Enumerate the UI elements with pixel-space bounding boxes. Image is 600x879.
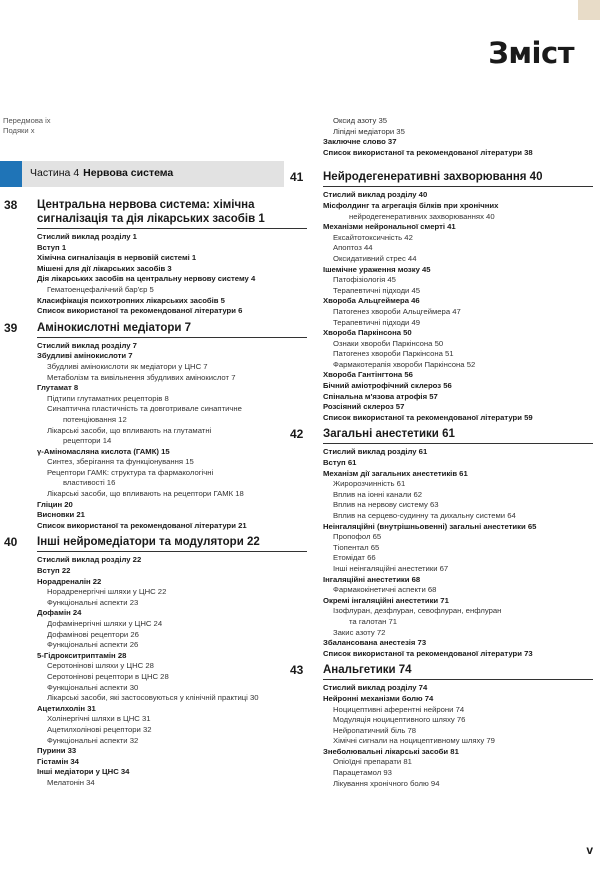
toc-entry[interactable]: γ-Аміномасляна кислота (ГАМК) 15 [37, 446, 170, 456]
chapter-43 [290, 663, 593, 793]
toc-entry[interactable]: Нейропатичний біль 78 [333, 725, 417, 735]
chapter-rule [323, 443, 593, 444]
toc-entry[interactable]: Неінгаляційні (внутрішньовенні) загальні анестетики 65 [323, 521, 537, 531]
toc-entry[interactable]: Модуляція ноцицептивного шляху 76 [333, 715, 466, 725]
chapter-42 [290, 427, 593, 663]
chapter-title[interactable]: Загальні анестетики 61 [323, 428, 455, 441]
toc-entry[interactable]: Мелатонін 34 [47, 777, 95, 787]
front-matter-acknowledgements[interactable]: Подяки x [3, 126, 35, 135]
chapter-title[interactable]: Анальгетики 74 [323, 664, 412, 677]
chapter-rule [37, 228, 307, 229]
toc-entry[interactable]: Збалансована анестезія 73 [323, 638, 427, 648]
toc-entry[interactable]: Терапевтичні підходи 45 [333, 285, 421, 295]
toc-entry[interactable]: Розсіяний склероз 57 [323, 402, 405, 412]
part-accent [0, 161, 22, 187]
toc-left-column [4, 198, 307, 793]
toc-entry[interactable]: Класифікація психотропних лікарських засобів 5 [37, 295, 225, 305]
toc-entry[interactable]: Синтез, зберігання та функціонування 15 [47, 457, 194, 467]
toc-entry[interactable]: Функціональні аспекти 23 [47, 597, 139, 607]
chapter-number: 39 [4, 320, 18, 335]
chapter-title[interactable]: Амінокислотні медіатори 7 [37, 321, 192, 334]
toc-entry[interactable]: Норадренергічні шляхи у ЦНС 22 [47, 587, 167, 597]
toc-entry[interactable]: Тіопентал 65 [333, 542, 380, 552]
toc-entry[interactable]: Стислий виклад розділу 74 [323, 683, 428, 693]
toc-entry[interactable]: Стислий виклад розділу 1 [37, 232, 137, 241]
toc-entry[interactable]: нейродегенеративних захворюваннях 40 [349, 211, 495, 221]
chapter-40 [4, 535, 307, 792]
toc-entry[interactable]: Серотонінові шляхи у ЦНС 28 [47, 661, 154, 671]
toc-entry[interactable]: Патогенез хвороби Паркінсона 51 [333, 349, 454, 359]
toc-entry[interactable]: Гістамін 34 [37, 756, 79, 766]
toc-entry[interactable]: Нейронні механізми болю 74 [323, 693, 434, 703]
toc-entry[interactable]: Список використаної та рекомендованої літератури 21 [37, 520, 247, 530]
toc-entry[interactable]: Ноцицептивні аферентні нейрони 74 [333, 704, 465, 714]
toc-entry[interactable]: Вступ 61 [323, 458, 357, 468]
toc-entry[interactable]: Збудливі амінокислоти як медіатори у ЦНС 7 [47, 361, 208, 371]
toc-entry[interactable]: Підтипи глутаматних рецепторів 8 [47, 393, 169, 403]
toc-entry[interactable]: Заключне слово 37 [323, 137, 397, 147]
corner-tab [578, 0, 600, 20]
toc-entry[interactable]: Ознаки хвороби Паркінсона 50 [333, 338, 444, 348]
toc-entry[interactable]: Хвороба Гантінгтона 56 [323, 370, 413, 380]
chapter-rule [37, 337, 307, 338]
toc-entry[interactable]: Хімічна сигналізація в нервовій системі 1 [37, 253, 197, 263]
toc-entry[interactable]: Ексайтотоксичність 42 [333, 232, 413, 242]
toc-entry[interactable]: Стислий виклад розділу 7 [37, 340, 137, 350]
toc-entry[interactable]: Інгаляційні анестетики 68 [323, 574, 421, 584]
chapter-number: 43 [290, 663, 304, 678]
toc-entry[interactable]: Хвороба Альцгеймера 46 [323, 296, 420, 306]
chapter-41 [290, 170, 593, 427]
toc-entry[interactable]: Лікарські засоби, що впливають на глутаматні [47, 425, 212, 435]
chapter-rule [323, 679, 593, 680]
toc-entry[interactable]: Дія лікарських засобів на центральну нервову систему 4 [37, 274, 256, 284]
toc-entry[interactable]: Пурини 33 [37, 746, 77, 756]
toc-entry[interactable]: Вплив на іонні канали 62 [333, 489, 423, 499]
toc-entry[interactable]: Пропофол 65 [333, 532, 382, 542]
part-number: Частина 4 [30, 167, 80, 179]
chapter-38 [4, 198, 307, 321]
page-top [0, 0, 600, 24]
toc-entry[interactable]: Дофамін 24 [37, 608, 82, 618]
toc-entry[interactable]: Фармакокінетичні аспекти 68 [333, 585, 437, 595]
toc-entry[interactable]: Спінальна м'язова атрофія 57 [323, 391, 438, 401]
chapter-number: 42 [290, 427, 304, 442]
chapter-number: 38 [4, 198, 18, 212]
toc-entry[interactable]: Вплив на нервову систему 63 [333, 500, 439, 510]
chapter-39 [4, 320, 307, 536]
toc-entry[interactable]: Механізми нейрональної смерті 41 [323, 222, 456, 232]
toc-entry[interactable]: рецептори 14 [63, 436, 112, 446]
toc-entry[interactable]: Фармакотерапія хвороби Паркінсона 52 [333, 359, 476, 369]
toc-entry[interactable]: Стислий виклад розділу 61 [323, 447, 428, 457]
toc-entry[interactable]: Місфолдинг та агрегація білків при хронічних [323, 200, 499, 210]
chapter-number: 40 [4, 535, 18, 550]
toc-entry[interactable]: потенціювання 12 [63, 414, 127, 424]
chapter-title[interactable]: Нейродегенеративні захворювання 40 [323, 171, 543, 184]
toc-entry[interactable]: Бічний аміотрофічний склероз 56 [323, 381, 452, 391]
toc-entry[interactable]: Ацетилхолінові рецептори 32 [47, 724, 152, 734]
toc-entry[interactable]: Вступ 22 [37, 566, 71, 576]
toc-entry[interactable]: Лікування хронічного болю 94 [333, 778, 440, 788]
page-title: Зміст [488, 36, 574, 70]
toc-entry[interactable]: Інші медіатори у ЦНС 34 [37, 767, 130, 777]
toc-entry[interactable]: Ліпідні медіатори 35 [333, 126, 405, 136]
part-title: Нервова система [83, 167, 174, 179]
toc-entry[interactable]: Етомідат 66 [333, 553, 376, 563]
toc-entry[interactable]: Стислий виклад розділу 22 [37, 555, 142, 565]
toc-entry[interactable]: Оксидативний стрес 44 [333, 253, 417, 263]
toc-entry[interactable]: Вступ 1 [37, 242, 67, 252]
toc-entry[interactable]: Список використаної та рекомендованої літератури 6 [37, 306, 243, 316]
toc-entry[interactable]: Лікарські засоби, що впливають на рецептори ГАМК 18 [47, 489, 244, 499]
toc-entry[interactable]: Ізофлуран, дезфлуран, севофлуран, енфлуран [333, 606, 502, 616]
toc-entry[interactable]: Апоптоз 44 [333, 243, 373, 253]
chapter-title[interactable]: Центральна нервова система: хімічна сигналізація та дія лікарських засобів 1 [37, 199, 265, 225]
toc-entry[interactable]: Метаболізм та вивільнення збудливих амінокислот 7 [47, 372, 236, 382]
toc-entry[interactable]: Список використаної та рекомендованої літератури 59 [323, 412, 533, 422]
part-label[interactable] [30, 167, 173, 179]
front-matter-foreword[interactable]: Передмова ix [3, 116, 51, 125]
toc-entry[interactable]: властивості 16 [63, 478, 116, 488]
toc-entry[interactable]: Функціональні аспекти 26 [47, 640, 139, 650]
toc-entry[interactable]: Серотонінові рецептори в ЦНС 28 [47, 671, 169, 681]
toc-entry[interactable]: Мішені для дії лікарських засобів 3 [37, 263, 172, 273]
toc-entry[interactable]: Хвороба Паркінсона 50 [323, 328, 412, 338]
toc-entry[interactable]: Гематоенцефалічний бар'єр 5 [47, 284, 154, 294]
toc-entry[interactable]: Стислий виклад розділу 40 [323, 190, 428, 200]
toc-entry[interactable]: Лікарські засоби, які застосовуються у клінічній практиці 30 [47, 693, 259, 703]
toc-entry[interactable]: Механізм дії загальних анестетиків 61 [323, 468, 468, 478]
chapter-title[interactable]: Інші нейромедіатори та модулятори 22 [37, 536, 260, 549]
toc-entry[interactable]: Дофамінергічні шляхи у ЦНС 24 [47, 619, 163, 628]
toc-entry[interactable]: Гліцин 20 [37, 499, 73, 509]
toc-right-column [290, 116, 593, 793]
toc-entry[interactable]: Парацетамол 93 [333, 768, 392, 778]
toc-entry[interactable]: Холінергічні шляхи в ЦНС 31 [47, 714, 151, 724]
toc-entry[interactable]: Список використаної та рекомендованої літератури 38 [323, 147, 533, 157]
chapter-rule [37, 551, 307, 552]
toc-entry[interactable]: Рецептори ГАМК: структура та фармакологічні [47, 467, 214, 477]
toc-entry[interactable]: 5-Гідрокситриптамін 28 [37, 650, 127, 660]
toc-entry[interactable]: Список використаної та рекомендованої літератури 73 [323, 648, 533, 658]
toc-entry[interactable]: Хімічні сигнали на ноцицептивному шляху 79 [333, 736, 495, 746]
toc-entry[interactable]: Жиророзчинність 61 [333, 479, 406, 489]
toc-entry[interactable]: Вплив на серцево-судинну та дихальну системи 64 [333, 511, 516, 520]
toc-entry[interactable]: Норадреналін 22 [37, 576, 102, 586]
toc-entry[interactable]: Опіоїдні препарати 81 [333, 757, 412, 767]
toc-entry[interactable]: Закис азоту 72 [333, 627, 386, 637]
toc-entry[interactable]: Знеболювальні лікарські засоби 81 [323, 746, 459, 756]
page-number: v [586, 843, 593, 857]
toc-entry[interactable]: Глутамат 8 [37, 383, 79, 393]
toc-entry[interactable]: Ішемічне ураження мозку 45 [323, 264, 431, 274]
toc-entry[interactable]: Дофамінові рецептори 26 [47, 629, 139, 639]
toc-entry[interactable]: Терапевтичні підходи 49 [333, 317, 421, 327]
toc-entry[interactable]: Окремі інгаляційні анестетики 71 [323, 595, 449, 605]
toc-entry[interactable]: Оксид азоту 35 [333, 116, 388, 125]
chapter-number: 41 [290, 170, 304, 185]
toc-entry[interactable]: Ацетилхолін 31 [37, 703, 96, 713]
toc-entry[interactable]: Збудливі амінокислоти 7 [37, 351, 133, 361]
toc-entry[interactable]: Функціональні аспекти 32 [47, 735, 139, 745]
part-header [0, 161, 284, 187]
toc-entry[interactable]: Синаптична пластичність та довготривале синаптичне [47, 404, 242, 414]
toc-entry[interactable]: Патогенез хвороби Альцгеймера 47 [333, 306, 461, 316]
toc-entry[interactable]: Функціональні аспекти 30 [47, 682, 139, 692]
toc-entry[interactable]: та галотан 71 [349, 616, 398, 626]
toc-entry[interactable]: Висновки 21 [37, 510, 85, 520]
chapter-rule [323, 186, 593, 187]
toc-entry[interactable]: Інші неінгаляційні анестетики 67 [333, 563, 449, 573]
toc-entry[interactable]: Патофізіологія 45 [333, 275, 396, 285]
